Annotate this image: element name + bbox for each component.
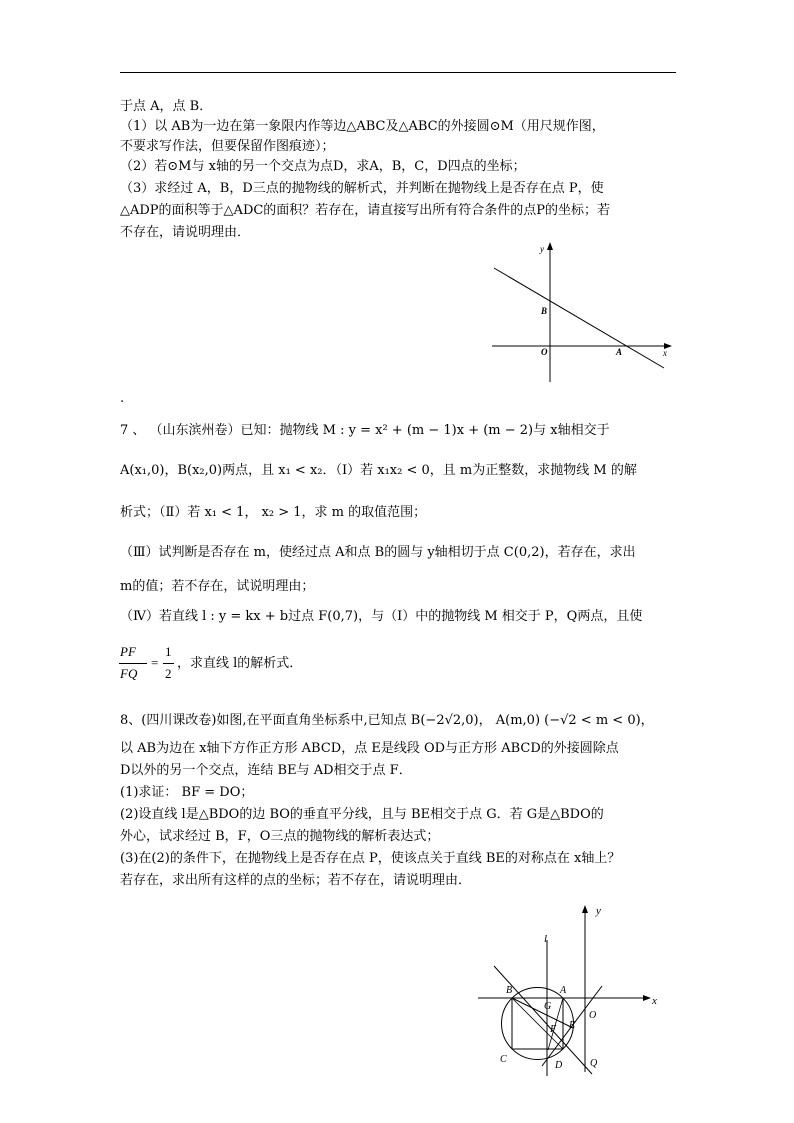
q8-part3-line1: (3)在(2)的条件下，在抛物线上是否存在点 P，使该点关于直线 BE的对称点在 x轴上？ [120, 851, 621, 866]
q6-part1-line2: 不要求写作法，但要保留作图痕迹）； [120, 139, 335, 154]
y-axis-arrow [547, 242, 553, 250]
frac-one: 1 [165, 644, 172, 659]
frac-equals: = [151, 655, 159, 670]
q6-part3-line3: 不存在，请说明理由． [120, 225, 251, 240]
o-label: O [589, 1010, 597, 1021]
q6-part1-line1: （1）以 AB为一边在第一象限内作等边△ABC及△ABC的外接圆⊙M（用尺规作图， [120, 119, 605, 134]
y-label: y [540, 244, 544, 254]
q8-geometry-figure [476, 900, 676, 1080]
line-bq [494, 966, 592, 1074]
q6-line0: 于点 A，点 B． [120, 99, 213, 114]
frac-bar-right [163, 663, 174, 664]
l-label: l [544, 933, 548, 945]
y-axis-arrow [582, 905, 588, 913]
q8-part2-line2: 外心，试求经过 B，F，O三点的抛物线的解析表达式； [120, 829, 440, 844]
header-rule [120, 72, 676, 73]
x-axis-arrow [643, 995, 651, 1001]
q8-line2: 以 AB为边在 x轴下方作正方形 ABCD，点 E是线段 OD与正方形 ABCD的外接圆除点 [120, 741, 619, 756]
q7-part3-line1: （Ⅲ）试判断是否存在 m，使经过点 A和点 B的圆与 y轴相切于点 C(0,2)，若存在，求出 [120, 545, 636, 560]
line-be [512, 998, 573, 1028]
d-label: D [555, 1060, 563, 1071]
b-label: B [506, 985, 513, 996]
q6-part2: （2）若⊙M与 x轴的另一个交点为点D，求A，B，C，D四点的坐标； [120, 159, 526, 174]
line-ab [494, 268, 664, 368]
q8-part2-line1: (2)设直线 l是△BDO的边 BO的垂直平分线，且与 BE相交于点 G．若 G是△BDO的 [120, 807, 604, 822]
q6-part3-line1: （3）求经过 A，B，D三点的抛物线的解析式，并判断在抛物线上是否存在点 P，使 [120, 181, 604, 196]
frac-bar-left [119, 663, 147, 664]
q8-line3: D以外的另一个交点，连结 BE与 AD相交于点 F． [120, 763, 412, 778]
q7-line1: 7 、 （山东滨州卷）已知：抛物线 M : y = x² + (m − 1)x + (m − 2)与 x轴相交于 [120, 423, 610, 438]
q8-part1: (1)求证： BF = DO； [120, 785, 254, 800]
q6-part3-line2: △ADP的面积等于△ADC的面积？若存在，请直接写出所有符合条件的点P的坐标；若 [120, 203, 611, 218]
e-label: E [569, 1020, 576, 1031]
c-label: C [500, 1054, 507, 1065]
q7-line3: 析式；（Ⅱ）若 x₁ < 1， x₂ > 1，求 m 的取值范围； [120, 505, 427, 520]
q6-coordinate-figure [486, 240, 676, 386]
q7-part3-line2: m的值；若不存在，试说明理由； [120, 579, 315, 594]
frac-pf: PF [120, 644, 136, 659]
q7-part4-line1: （Ⅳ）若直线 l : y = kx + b过点 F(0,7)，与（Ⅰ）中的抛物线 M 相交于 P，Q两点，且使 [120, 609, 643, 624]
q7-line2: A(x₁,0)，B(x₂,0)两点，且 x₁ < x₂．（Ⅰ）若 x₁x₂ < 0，且 m为正整数，求抛物线 M 的解 [120, 463, 637, 478]
q7-part4-line2: ，求直线 l的解析式． [177, 656, 303, 671]
a-label: A [560, 985, 567, 996]
q8-part3-line2: 若存在，求出所有这样的点的坐标；若不存在，请说明理由． [120, 873, 472, 888]
frac-fq: FQ [120, 666, 138, 681]
x-label: x [663, 348, 667, 358]
frac-two: 2 [165, 666, 172, 681]
point-b-label: B [541, 306, 548, 316]
f-label: F [550, 1024, 557, 1035]
q8-line1: 8、(四川课改卷)如图,在平面直角坐标系中,已知点 B(−2√2,0)， A(m,0) (−√2 < m < 0)， [120, 713, 654, 728]
x-label: x [652, 995, 657, 1007]
g-label: G [544, 1001, 552, 1012]
q6-trailing-dot: . [120, 391, 125, 406]
origin-label: O [541, 347, 548, 357]
y-label: y [596, 905, 601, 917]
q-label: Q [590, 1058, 598, 1069]
point-a-label: A [616, 347, 623, 357]
